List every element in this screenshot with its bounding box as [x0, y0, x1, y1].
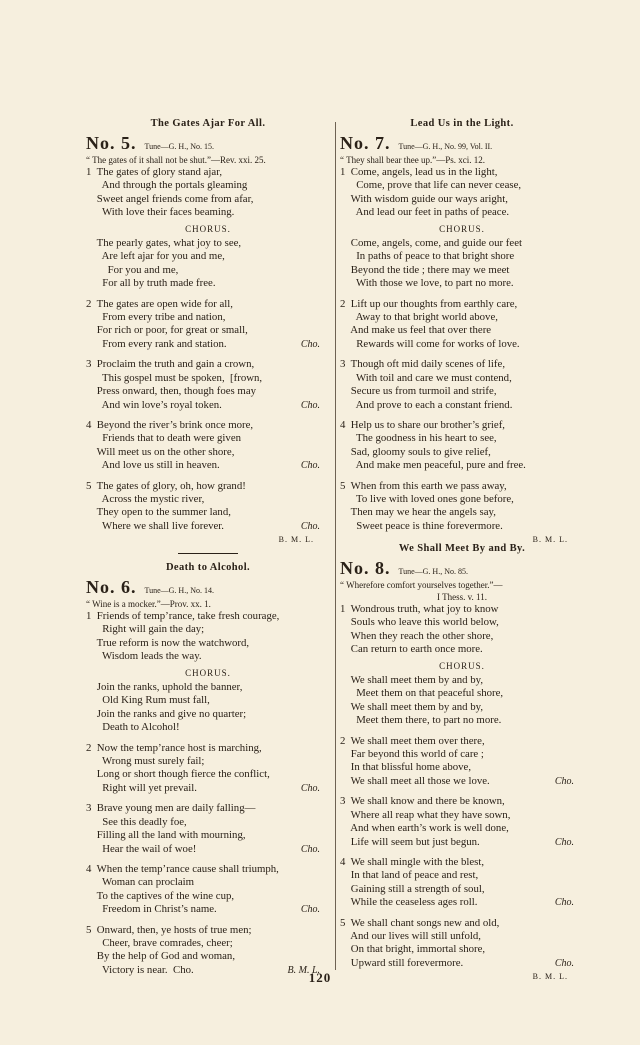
stanza-gap — [340, 412, 584, 419]
stanza-gap — [86, 735, 330, 742]
verse-line: And our lives will still unfold, — [340, 929, 481, 942]
chorus-cue: Cho. — [554, 897, 574, 909]
verse-line: Come, angels, come, and guide our feet — [340, 237, 522, 250]
chorus-cue: Cho. — [554, 957, 574, 969]
verse-text: Where we shall live forever. — [86, 519, 225, 532]
hymn-verses — [86, 166, 330, 533]
verse-line: In that blissful home above, — [340, 761, 472, 774]
verse-line: Sweet angel friends come from afar, — [86, 192, 254, 205]
verse-line — [86, 459, 330, 472]
verse-line: Friends that to death were given — [86, 432, 242, 445]
verse-line: Right will gain the day; — [86, 623, 205, 636]
verse-line: When they reach the other shore, — [340, 629, 494, 642]
chorus-cue: Cho. — [554, 775, 574, 787]
verse-line: 1 Friends of temp’rance, take fresh courage, — [86, 610, 280, 622]
hymn-verses — [340, 166, 584, 533]
verse-line: 4 Beyond the river’s brink once more, — [86, 418, 254, 431]
verse-text: And love us still in heaven. — [86, 459, 220, 472]
verse-line: Join the ranks and give no quarter; — [86, 707, 247, 720]
chorus-cue: Cho. — [300, 843, 320, 855]
stanza-gap — [86, 856, 330, 863]
verse-line — [86, 903, 330, 916]
verse-line — [86, 843, 330, 856]
verse-line: 5 Onward, then, ye hosts of true men; — [86, 923, 252, 936]
hymn-number-line — [340, 133, 584, 154]
hymn-tune: Tune—G. H., No. 85. — [398, 567, 468, 576]
verse-line: 3 We shall know and there be known, — [340, 795, 505, 808]
verse-line: Meet them on that peaceful shore, — [340, 687, 504, 700]
verse-line: To live with loved ones gone before, — [340, 492, 514, 505]
stanza-gap — [340, 728, 584, 735]
hymn-author: B. M. L. — [532, 535, 568, 545]
verse-line: And make us feel that over there — [340, 324, 492, 337]
verse-line: Wrong must surely fail; — [86, 755, 205, 768]
verse-line: With those we love, to part no more. — [340, 277, 514, 290]
verse-text: From every rank and station. — [86, 337, 227, 350]
verse-text: Upward still forevermore. — [340, 956, 464, 969]
verse-line: 1 The gates of glory stand ajar, — [86, 166, 223, 178]
hymn-no-5 — [86, 118, 330, 544]
verse-line — [340, 957, 584, 970]
hymn-number: No. 8. — [340, 558, 391, 578]
chorus-cue: Cho. — [300, 460, 320, 472]
hymn-author: B. M. L. — [278, 535, 314, 545]
verse-line: On that bright, immortal shore, — [340, 943, 486, 956]
verse-line: Meet them there, to part no more. — [340, 714, 502, 727]
verse-line: 4 When the temp’rance cause shall triumph, — [86, 862, 279, 875]
chorus-cue: Cho. — [554, 836, 574, 848]
hymn-no-6 — [86, 543, 330, 977]
verse-line: And when earth’s work is well done, — [340, 822, 509, 835]
verse-line: To the captives of the wine cup, — [86, 889, 235, 902]
verse-line: Rewards will come for works of love. — [340, 337, 520, 350]
verse-line: 2 We shall meet them over there, — [340, 734, 485, 747]
verse-line — [340, 896, 584, 909]
verse-text: Freedom in Christ’s name. — [86, 903, 217, 916]
chorus-cue: Cho. — [300, 399, 320, 411]
verse-line — [86, 520, 330, 533]
verse-line: This gospel must be spoken, [frown, — [86, 371, 263, 384]
hymn-epigraph: “ They shall bear thee up.”—Ps. xci. 12. — [340, 155, 486, 165]
verse-line — [340, 775, 584, 788]
verse-line: 2 Now the temp’rance host is marching, — [86, 741, 262, 754]
verse-line: With wisdom guide our ways aright, — [340, 192, 508, 205]
stanza-gap — [340, 849, 584, 856]
verse-line: 2 Lift up our thoughts from earthly care, — [340, 297, 518, 310]
hymn-number: No. 6. — [86, 577, 137, 597]
verse-line: With toil and care we must contend, — [340, 371, 512, 384]
verse-text: Life will seem but just begun. — [340, 835, 480, 848]
hymn-author: B. M. L. — [532, 972, 568, 982]
verse-line — [86, 399, 330, 412]
verse-line — [340, 836, 584, 849]
stanza-gap — [340, 351, 584, 358]
hymn-number: No. 5. — [86, 133, 137, 153]
hymn-no-7 — [340, 118, 584, 544]
verse-line: With love their faces beaming. — [86, 206, 235, 219]
verse-line: Where all reap what they have sown, — [340, 808, 511, 821]
verse-text: And win love’s royal token. — [86, 398, 222, 411]
verse-line: Filling all the land with mourning, — [86, 829, 246, 842]
verse-text: Hear the wail of woe! — [86, 842, 197, 855]
verse-line: We shall meet them by and by, — [340, 700, 484, 713]
hymn-no-8 — [340, 543, 584, 981]
stanza-gap — [86, 412, 330, 419]
verse-line: Secure us from turmoil and strife, — [340, 385, 497, 398]
verse-line: 3 Though oft mid daily scenes of life, — [340, 358, 506, 371]
chorus-cue: Cho. — [300, 520, 320, 532]
verse-text: While the ceaseless ages roll. — [340, 896, 478, 909]
verse-line: Away to that bright world above, — [340, 311, 498, 324]
chorus-label: CHORUS. — [185, 667, 231, 678]
chorus-label: CHORUS. — [185, 223, 231, 234]
hymn-title: The Gates Ajar For All. — [150, 118, 266, 129]
stanza-gap — [86, 291, 330, 298]
verse-line — [86, 782, 330, 795]
hymn-tune: Tune—G. H., No. 15. — [144, 142, 214, 151]
verse-line: Wisdom leads the way. — [86, 650, 202, 663]
verse-line: 5 When from this earth we pass away, — [340, 479, 507, 492]
chorus-cue: B. M. L. — [287, 964, 320, 976]
hymn-title: We Shall Meet By and By. — [398, 543, 526, 554]
verse-line: Can return to earth once more. — [340, 643, 483, 656]
hymn-verses — [86, 610, 330, 977]
verse-line: From every tribe and nation, — [86, 311, 226, 324]
chorus-cue: Cho. — [300, 338, 320, 350]
verse-line: Woman can proclaim — [86, 876, 195, 889]
hymn-number-line — [86, 133, 330, 154]
stanza-gap — [86, 473, 330, 480]
hymn-title: Death to Alcohol. — [165, 562, 251, 573]
column-divider — [335, 122, 336, 970]
stanza-gap — [340, 910, 584, 917]
verse-line: 4 Help us to share our brother’s grief, — [340, 418, 506, 431]
verse-line: By the help of God and woman, — [86, 950, 236, 963]
verse-line: 1 Come, angels, lead us in the light, — [340, 166, 498, 178]
verse-line: And make men peaceful, pure and free. — [340, 459, 526, 472]
verse-line: Far beyond this world of care ; — [340, 748, 484, 761]
verse-line: And lead our feet in paths of peace. — [340, 206, 510, 219]
hymn-number: No. 7. — [340, 133, 391, 153]
verse-line: Are left ajar for you and me, — [86, 250, 225, 263]
hymn-verses — [340, 603, 584, 970]
hymn-number-line — [340, 558, 584, 579]
verse-line: Gaining still a strength of soul, — [340, 882, 485, 895]
verse-line: Sad, gloomy souls to give relief, — [340, 445, 491, 458]
stanza-gap — [86, 917, 330, 924]
verse-line: And through the portals gleaming — [86, 179, 248, 192]
verse-line: 3 Brave young men are daily falling— — [86, 802, 256, 815]
verse-line: For rich or poor, for great or small, — [86, 324, 248, 337]
verse-line: Across the mystic river, — [86, 492, 205, 505]
verse-line: Press onward, then, though foes may — [86, 385, 257, 398]
verse-line: 1 Wondrous truth, what joy to know — [340, 603, 499, 615]
verse-line: True reform is now the watchword, — [86, 636, 250, 649]
verse-line: In that land of peace and rest, — [340, 869, 479, 882]
verse-line: See this deadly foe, — [86, 815, 187, 828]
verse-line: Will meet us on the other shore, — [86, 445, 235, 458]
hymn-title: Lead Us in the Light. — [410, 118, 514, 129]
verse-line: We shall meet them by and by, — [340, 674, 484, 687]
hymn-epigraph: “ Wine is a mocker.”—Prov. xx. 1. — [86, 599, 211, 609]
verse-line: Join the ranks, uphold the banner, — [86, 681, 243, 694]
chorus-label: CHORUS. — [439, 660, 485, 671]
stanza-gap — [86, 351, 330, 358]
verse-line: Long or short though fierce the conflict, — [86, 768, 270, 781]
stanza-gap — [340, 473, 584, 480]
verse-line: Old King Rum must fall, — [86, 694, 210, 707]
verse-line: Beyond the tide ; there may we meet — [340, 263, 510, 276]
hymn-tune: Tune—G. H., No. 14. — [144, 586, 214, 595]
hymn-epigraph: “ Wherefore comfort yourselves together.”— — [340, 580, 503, 590]
verse-line: They open to the summer land, — [86, 506, 231, 519]
verse-text: We shall meet all those we love. — [340, 774, 490, 787]
chorus-cue: Cho. — [300, 782, 320, 794]
verse-line: Cheer, brave comrades, cheer; — [86, 936, 233, 949]
hymn-epigraph: I Thess. v. 11. — [437, 592, 487, 602]
verse-text: Right will yet prevail. — [86, 781, 197, 794]
verse-line: Sweet peace is thine forevermore. — [340, 519, 503, 532]
chorus-label: CHORUS. — [439, 223, 485, 234]
verse-line: 2 The gates are open wide for all, — [86, 297, 234, 310]
verse-line: 5 The gates of glory, oh, how grand! — [86, 479, 246, 492]
verse-line: Souls who leave this world below, — [340, 616, 499, 629]
verse-text: Victory is near. Cho. — [86, 963, 194, 976]
verse-line: In paths of peace to that bright shore — [340, 250, 515, 263]
hymn-tune: Tune—G. H., No. 99, Vol. II. — [398, 142, 493, 151]
stanza-gap — [340, 291, 584, 298]
verse-line: For you and me, — [86, 263, 179, 276]
verse-line: 3 Proclaim the truth and gain a crown, — [86, 358, 255, 371]
verse-line: Death to Alcohol! — [86, 721, 180, 734]
verse-line: And prove to each a constant friend. — [340, 398, 513, 411]
hymn-number-line — [86, 577, 330, 598]
verse-line: The goodness in his heart to see, — [340, 432, 497, 445]
verse-line: Then may we hear the angels say, — [340, 506, 496, 519]
verse-line: The pearly gates, what joy to see, — [86, 237, 242, 250]
section-divider — [178, 553, 238, 554]
stanza-gap — [340, 788, 584, 795]
stanza-gap — [86, 795, 330, 802]
page-number: 120 — [308, 970, 332, 985]
verse-line: 4 We shall mingle with the blest, — [340, 855, 485, 868]
verse-line — [86, 338, 330, 351]
chorus-cue: Cho. — [300, 904, 320, 916]
hymn-epigraph: “ The gates of it shall not be shut.”—Rev. xxi. 25. — [86, 155, 266, 165]
verse-line: Come, prove that life can never cease, — [340, 179, 522, 192]
verse-line: For all by truth made free. — [86, 277, 216, 290]
verse-line: 5 We shall chant songs new and old, — [340, 916, 500, 929]
